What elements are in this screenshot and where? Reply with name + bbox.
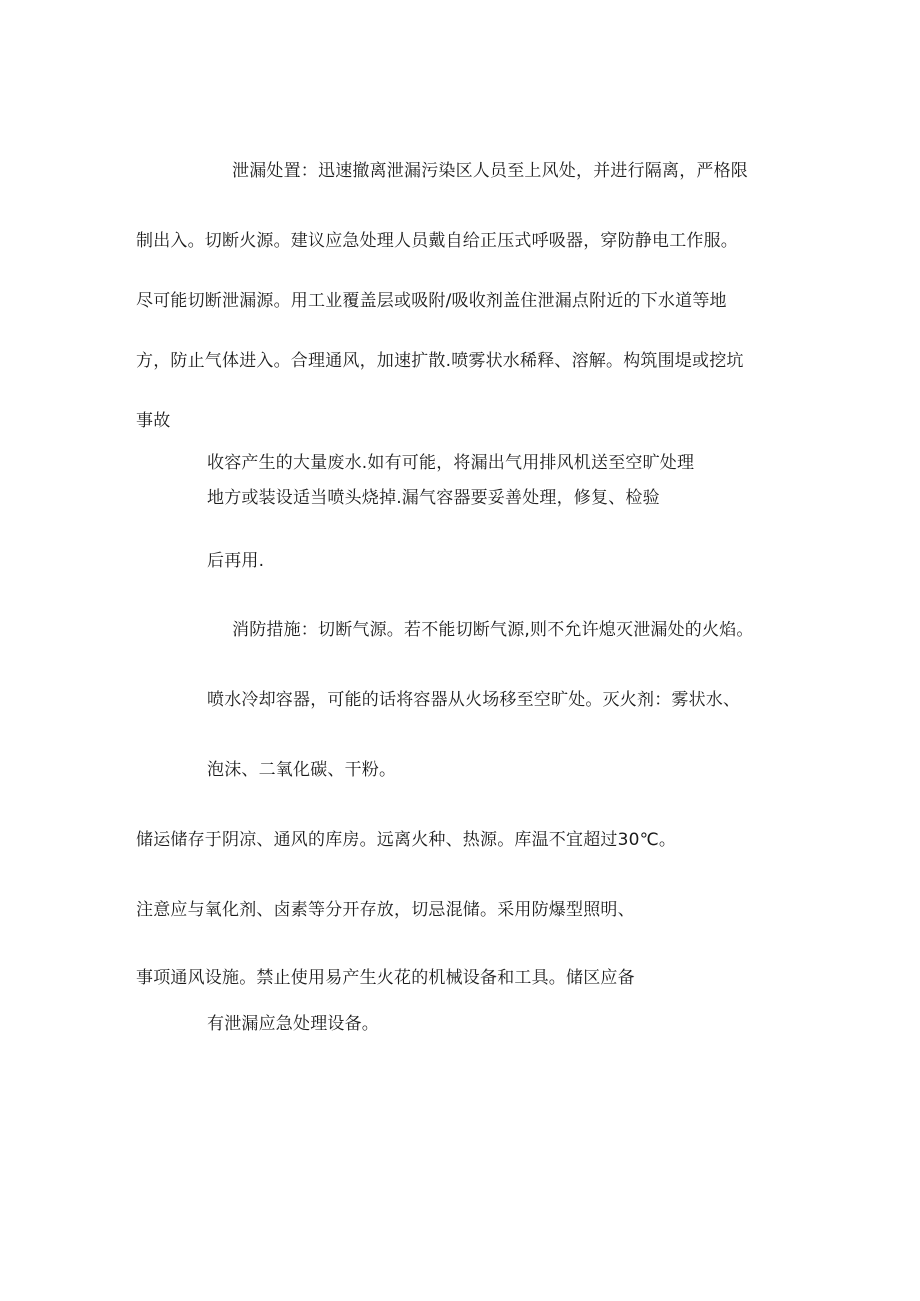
fire-line-1: 消防措施：切断气源。若不能切断气源,则不允许熄灭泄漏处的火焰。 <box>232 620 754 640</box>
storage-line-4: 有泄漏应急处理设备。 <box>207 1014 379 1034</box>
leak-line-5: 事故 <box>136 411 171 431</box>
fire-line-3: 泡沫、二氧化碳、干粉。 <box>207 760 397 780</box>
leak-line-2: 制出入。切断火源。建议应急处理人员戴自给正压式呼吸器，穿防静电工作服。 <box>136 231 738 251</box>
leak-line-1: 泄漏处置：迅速撤离泄漏污染区人员至上风处，并进行隔离，严格限 <box>232 161 748 181</box>
leak-line-7: 地方或装设适当喷头烧掉.漏气容器要妥善处理，修复、检验 <box>207 488 660 508</box>
storage-line-2: 注意应与氧化剂、卤素等分开存放，切忌混储。采用防爆型照明、 <box>136 900 635 920</box>
storage-line-1: 储运储存于阴凉、通风的库房。远离火种、热源。库温不宜超过30℃。 <box>136 830 677 850</box>
leak-line-4: 方，防止气体进入。合理通风，加速扩散.喷雾状水稀释、溶解。构筑围堤或挖坑 <box>136 351 744 371</box>
leak-line-8: 后再用. <box>207 551 265 571</box>
leak-line-6: 收容产生的大量废水.如有可能，将漏出气用排风机送至空旷处理 <box>207 453 695 473</box>
fire-line-2: 喷水冷却容器，可能的话将容器从火场移至空旷处。灭火剂：雾状水、 <box>207 690 741 710</box>
storage-line-3: 事项通风设施。禁止使用易产生火花的机械设备和工具。储区应备 <box>136 968 635 988</box>
leak-line-3: 尽可能切断泄漏源。用工业覆盖层或吸附/吸收剂盖住泄漏点附近的下水道等地 <box>136 291 727 311</box>
